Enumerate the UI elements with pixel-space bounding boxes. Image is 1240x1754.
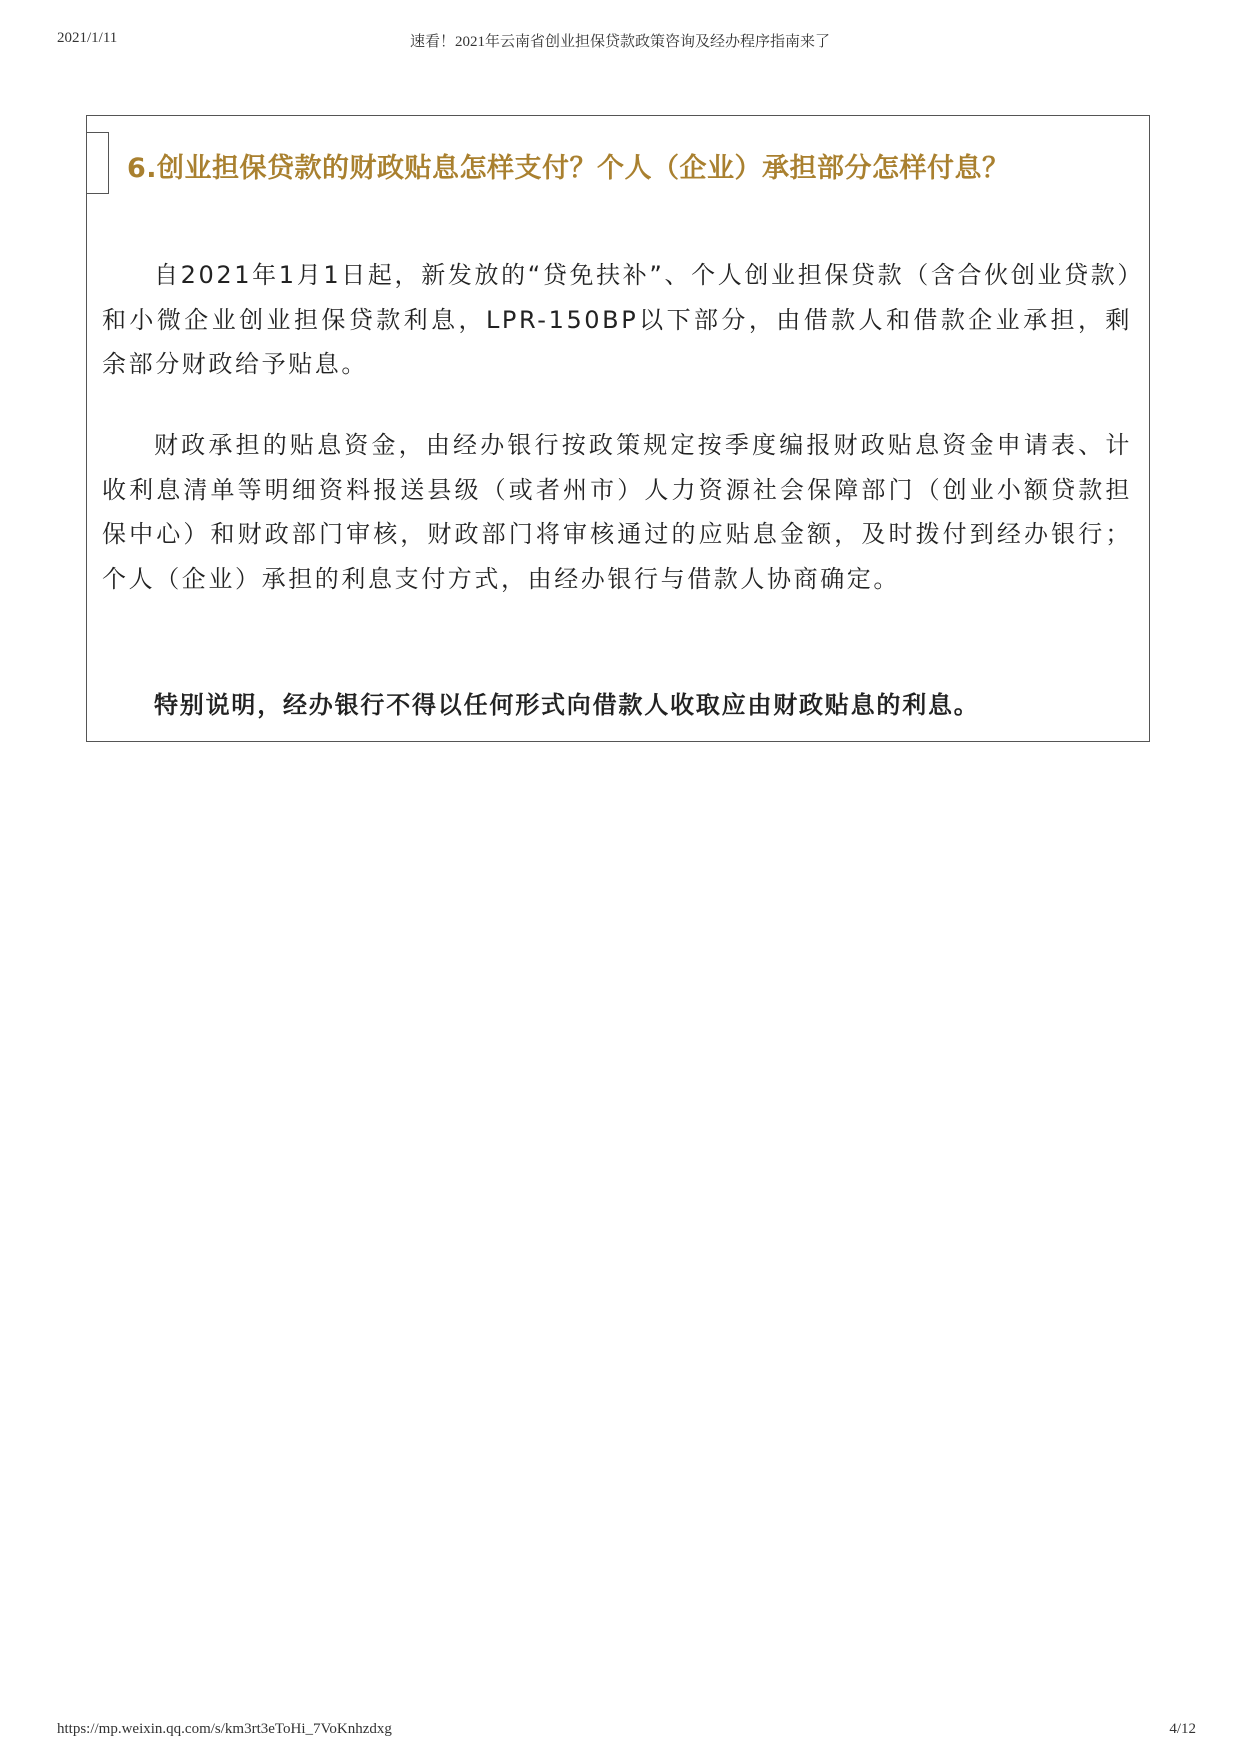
print-date: 2021/1/11	[57, 30, 118, 46]
title-bracket-decoration	[87, 132, 109, 194]
document-title: 速看！2021年云南省创业担保贷款政策咨询及经办程序指南来了	[409, 34, 830, 50]
page-number: 4/12	[1169, 1721, 1196, 1737]
paragraph-subsidy-scope: 自2021年1月1日起，新发放的“贷免扶补”、个人创业担保贷款（含合伙创业贷款）和小微企业创业担保贷款利息，LPR-150BP以下部分，由借款人和借款企业承担，剩余部分财政给予贴息。	[102, 261, 1132, 378]
print-header	[0, 30, 1240, 50]
source-url[interactable]: https://mp.weixin.qq.com/s/km3rt3eToHi_7VoKnhzdxg	[57, 1721, 392, 1737]
paragraph-subsidy-payment: 财政承担的贴息资金，由经办银行按政策规定按季度编报财政贴息资金申请表、计收利息清单等明细资料报送县级（或者州市）人力资源社会保障部门（创业小额贷款担保中心）和财政部门审核，财政部门将审核通过的应贴息金额，及时拨付到经办银行；个人（企业）承担的利息支付方式，由经办银行与借款人协商确定。	[102, 431, 1132, 593]
print-footer	[0, 1721, 1240, 1741]
section-heading: 6.创业担保贷款的财政贴息怎样支付？个人（企业）承担部分怎样付息？	[127, 153, 1010, 184]
special-note: 特别说明，经办银行不得以任何形式向借款人收取应由财政贴息的利息。	[154, 691, 980, 719]
article-section-box	[86, 115, 1150, 742]
